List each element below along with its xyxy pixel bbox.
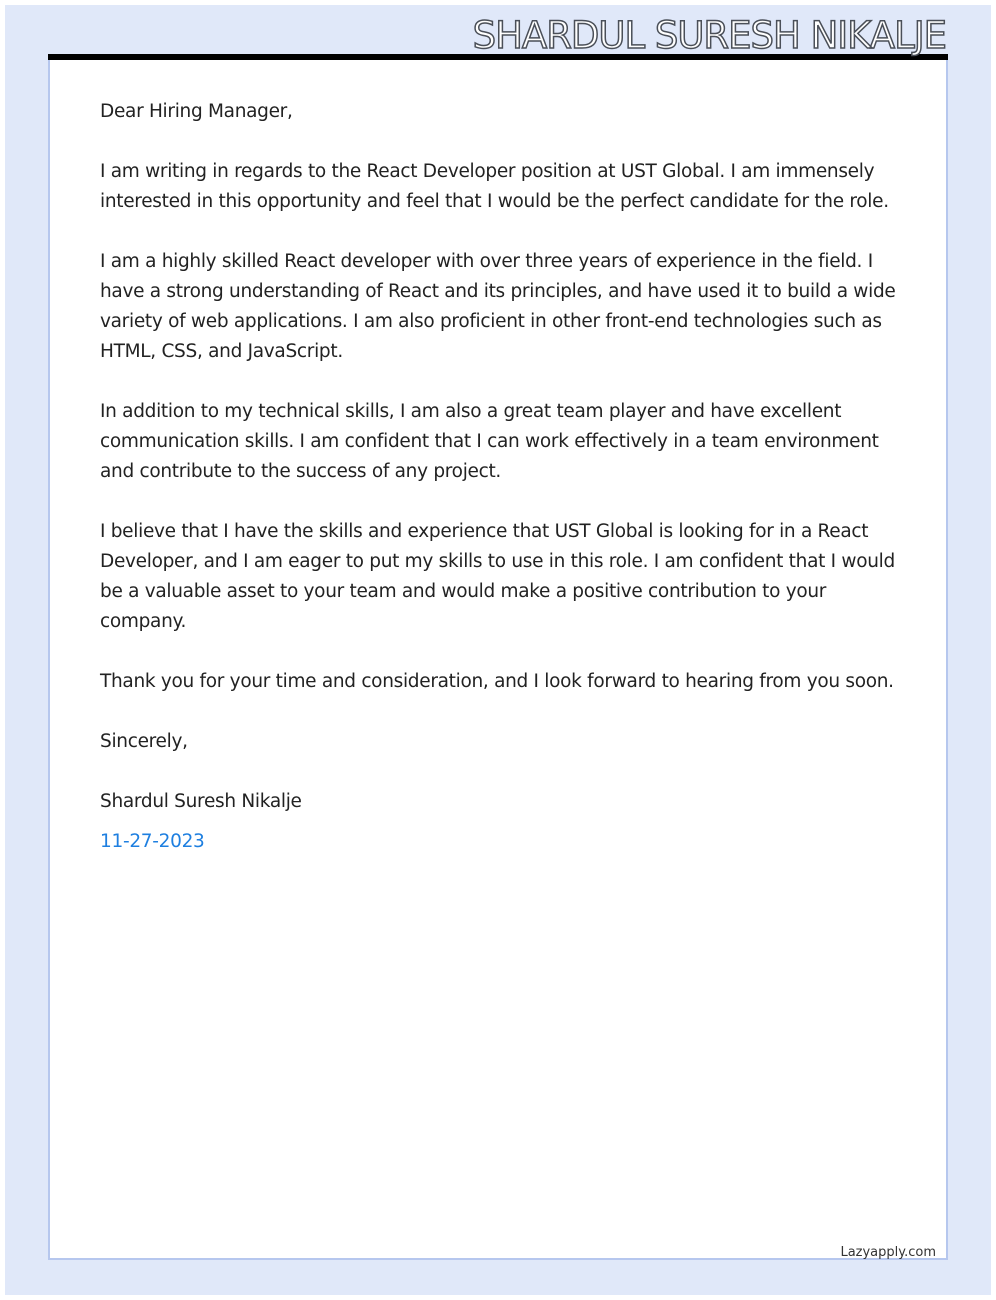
- paragraph-thanks: Thank you for your time and consideration, and I look forward to hearing from you soon.: [100, 671, 894, 692]
- paragraph-skills: I am a highly skilled React developer with over three years of experience in the field. I have a strong understanding of React and its principles, and have used it to build a wide variety of web applications. I am also proficient in other front-end technologies such as HTML, CSS, and JavaScript.: [100, 251, 896, 362]
- salutation: Dear Hiring Manager,: [100, 101, 293, 122]
- signature-name: Shardul Suresh Nikalje: [100, 791, 302, 812]
- paragraph-teamwork: In addition to my technical skills, I am also a great team player and have excellent communication skills. I am confident that I can work effectively in a team environment and contribute to the success of any project.: [100, 401, 879, 482]
- paragraph-fit: I believe that I have the skills and experience that UST Global is looking for in a React Developer, and I am eager to put my skills to use in this role. I am confident that I would be a valuable asset to your team and would make a positive contribution to your company.: [100, 521, 895, 632]
- paragraph-intro: I am writing in regards to the React Developer position at UST Global. I am immensely interested in this opportunity and feel that I would be the perfect candidate for the role.: [100, 161, 889, 212]
- footer-brand: Lazyapply.com: [840, 1245, 936, 1260]
- closing: Sincerely,: [100, 731, 188, 752]
- letter-date: 11-27-2023: [100, 831, 205, 852]
- cover-letter-body: [100, 97, 900, 857]
- applicant-name-header: SHARDUL SURESH NIKALJE: [472, 14, 946, 57]
